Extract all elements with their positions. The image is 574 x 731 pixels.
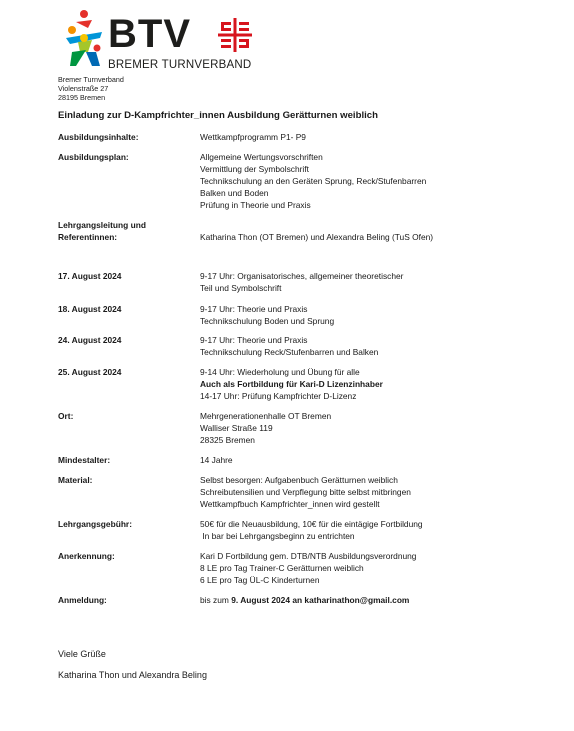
- field-value: [200, 151, 530, 211]
- address-line: Bremer Turnverband: [58, 75, 124, 84]
- field-value: [200, 410, 530, 446]
- value-line: Technikschulung Boden und Sprung: [200, 316, 335, 326]
- field-value: [200, 131, 530, 143]
- value-line: Teil und Symbolschrift: [200, 283, 282, 293]
- value-line: 28325 Bremen: [200, 435, 255, 445]
- field-label: 24. August 2024: [58, 335, 122, 345]
- field-label: Material:: [58, 475, 93, 485]
- address-line: Violenstraße 27: [58, 84, 109, 93]
- field-label: Ort:: [58, 411, 74, 421]
- document-title: Einladung zur D-Kampfrichter_innen Ausbildung Gerätturnen weiblich: [58, 110, 378, 121]
- field-label: 18. August 2024: [58, 304, 122, 314]
- closing-signatures: Katharina Thon und Alexandra Beling: [58, 670, 207, 680]
- value-line: 6 LE pro Tag ÜL-C Kinderturnen: [200, 575, 320, 585]
- value-line: [200, 594, 530, 606]
- value-line: Wettkampfprogramm P1- P9: [200, 132, 306, 142]
- value-line: Balken und Boden: [200, 188, 269, 198]
- field-label: 25. August 2024: [58, 367, 122, 377]
- value-line: Wettkampfbuch Kampfrichter_innen wird gestellt: [200, 499, 380, 509]
- value-line: 14-17 Uhr: Prüfung Kampfrichter D-Lizenz: [200, 391, 357, 401]
- label-line: Referentinnen:: [58, 232, 118, 242]
- value-line: In bar bei Lehrgangsbeginn zu entrichten: [200, 531, 355, 541]
- field-value: [200, 334, 530, 358]
- field-value: [200, 454, 530, 466]
- field-label: Ausbildungsinhalte:: [58, 132, 139, 142]
- address-line: 28195 Bremen: [58, 93, 106, 102]
- field-value: [200, 231, 530, 243]
- value-line: Vermittlung der Symbolschrift: [200, 164, 309, 174]
- value-line: Kari D Fortbildung gem. DTB/NTB Ausbildungsverordnung: [200, 551, 417, 561]
- value-line: 14 Jahre: [200, 455, 233, 465]
- logo-btv-text: BTV: [108, 12, 191, 56]
- field-value: [200, 303, 530, 327]
- value-line: Selbst besorgen: Aufgabenbuch Gerätturnen weiblich: [200, 475, 398, 485]
- field-value: [200, 270, 530, 294]
- value-line: 9-14 Uhr: Wiederholung und Übung für alle: [200, 367, 360, 377]
- value-line: 50€ für die Neuausbildung, 10€ für die eintägige Fortbildung: [200, 519, 423, 529]
- field-label: Anerkennung:: [58, 551, 115, 561]
- value-line: Technikschulung an den Geräten Sprung, Reck/Stufenbarren: [200, 176, 427, 186]
- btv-logo: [62, 8, 262, 74]
- field-value: [200, 550, 530, 586]
- logo-subtitle: BREMER TURNVERBAND: [108, 59, 252, 71]
- field-value: [200, 594, 530, 606]
- value-line: Walliser Straße 119: [200, 423, 273, 433]
- sender-address: [58, 75, 124, 102]
- anmeldung-prefix: bis zum: [200, 595, 232, 605]
- gymnast-figure-icon: [62, 8, 106, 70]
- label-line: Lehrgangsleitung und: [58, 220, 146, 230]
- turner-cross-icon: [218, 18, 252, 52]
- field-label: Mindestalter:: [58, 455, 111, 465]
- value-line: Allgemeine Wertungsvorschriften: [200, 152, 323, 162]
- field-label: Anmeldung:: [58, 595, 107, 605]
- value-line: Katharina Thon (OT Bremen) und Alexandra Beling (TuS Ofen): [200, 232, 434, 242]
- anmeldung-deadline-email: 9. August 2024 an katharinathon@gmail.com: [231, 595, 410, 605]
- value-line: 9-17 Uhr: Theorie und Praxis: [200, 304, 308, 314]
- value-line: 8 LE pro Tag Trainer-C Gerätturnen weiblich: [200, 563, 364, 573]
- value-line: Prüfung in Theorie und Praxis: [200, 200, 311, 210]
- field-label: 17. August 2024: [58, 271, 122, 281]
- field-value: [200, 518, 530, 542]
- value-line-bold: Auch als Fortbildung für Kari-D Lizenzinhaber: [200, 379, 383, 389]
- field-value: [200, 474, 530, 510]
- value-line: Schreibutensilien und Verpflegung bitte selbst mitbringen: [200, 487, 411, 497]
- field-value: [200, 366, 530, 402]
- field-label: Ausbildungsplan:: [58, 152, 129, 162]
- value-line: 9-17 Uhr: Theorie und Praxis: [200, 335, 308, 345]
- value-line: Mehrgenerationenhalle OT Bremen: [200, 411, 332, 421]
- field-label: [58, 219, 198, 243]
- value-line: 9-17 Uhr: Organisatorisches, allgemeiner theoretischer: [200, 271, 404, 281]
- field-label: Lehrgangsgebühr:: [58, 519, 132, 529]
- value-line: Technikschulung Reck/Stufenbarren und Balken: [200, 347, 379, 357]
- closing-greeting: Viele Grüße: [58, 649, 106, 659]
